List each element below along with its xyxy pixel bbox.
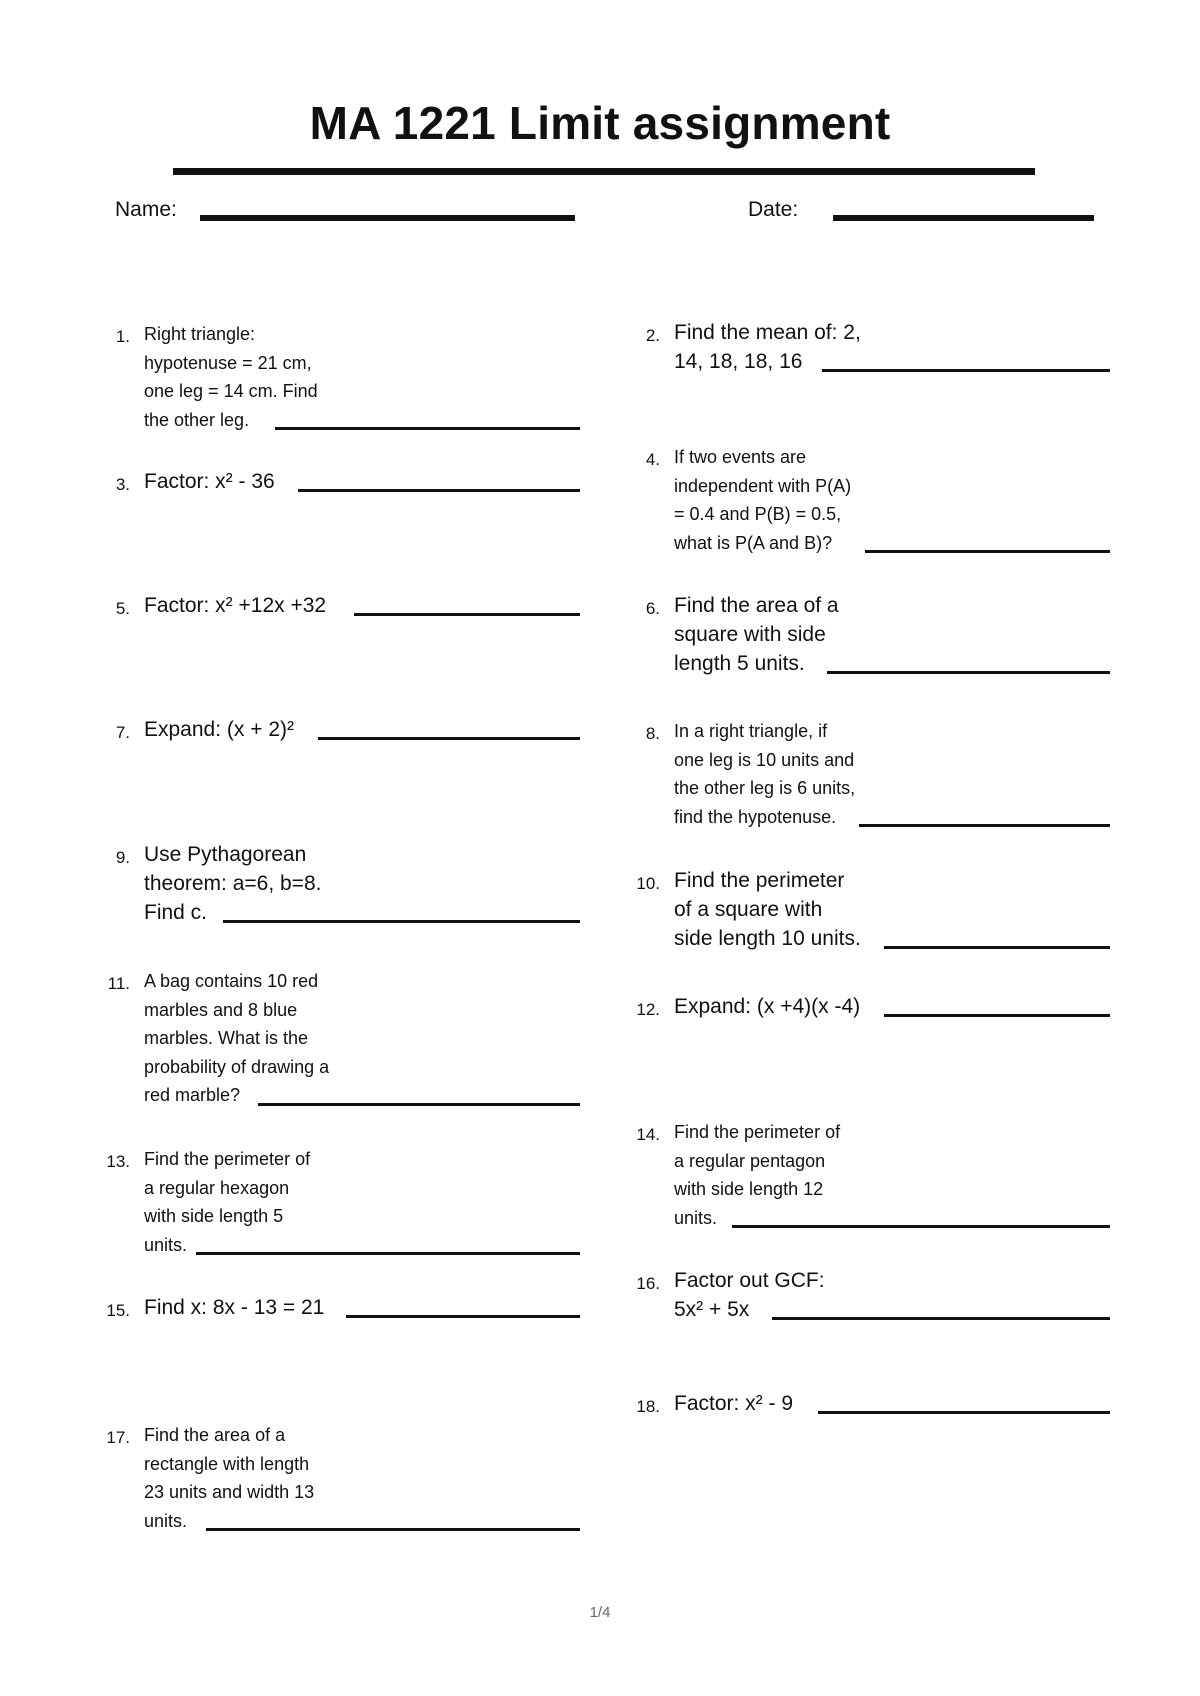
title-rule [173, 168, 1035, 175]
answer-line[interactable] [822, 369, 1110, 372]
answer-line[interactable] [206, 1528, 580, 1531]
question-text: Expand: (x +4)(x -4) [674, 995, 861, 1018]
question-3 [96, 467, 580, 499]
answer-line[interactable] [884, 946, 1110, 949]
question-number: 5. [115, 599, 130, 618]
answer-line[interactable] [223, 920, 580, 923]
question-number: 11. [107, 974, 130, 993]
answer-line[interactable] [818, 1411, 1110, 1414]
question-number: 12. [636, 1000, 660, 1019]
name-field[interactable] [200, 215, 575, 221]
question-text: Find the perimeter of a square with side length 10 units. [674, 869, 861, 950]
question-text: Use Pythagorean theorem: a=6, b=8. Find c. [144, 843, 322, 924]
question-number: 17. [106, 1428, 130, 1447]
question-number: 7. [115, 723, 130, 742]
date-label: Date: [748, 198, 799, 221]
question-text: Find the perimeter of a regular pentagon with side length 12 units. [674, 1122, 841, 1228]
answer-line[interactable] [346, 1315, 580, 1318]
question-text: Find x: 8x - 13 = 21 [144, 1296, 325, 1319]
question-number: 14. [636, 1125, 660, 1144]
question-5 [96, 591, 580, 623]
question-10 [626, 866, 1110, 953]
question-number: 9. [115, 848, 130, 867]
question-number: 15. [106, 1301, 130, 1320]
question-text: Factor: x² +12x +32 [144, 594, 327, 617]
question-text: Factor: x² - 9 [674, 1392, 794, 1415]
answer-line[interactable] [318, 737, 580, 740]
question-13 [96, 1145, 580, 1259]
question-number: 6. [645, 599, 660, 618]
page-number: 1/4 [589, 1604, 611, 1621]
question-6 [626, 591, 1110, 678]
question-number: 3. [115, 475, 130, 494]
question-text: Factor: x² - 36 [144, 470, 275, 493]
question-16 [626, 1266, 1110, 1324]
question-text: A bag contains 10 red marbles and 8 blue marbles. What is the probability of drawing a red marble? [144, 971, 330, 1105]
answer-line[interactable] [859, 824, 1110, 827]
answer-line[interactable] [772, 1317, 1110, 1320]
answer-line[interactable] [884, 1014, 1110, 1017]
question-text: In a right triangle, if one leg is 10 units and the other leg is 6 units, find the hypotenuse. [674, 721, 856, 827]
answer-line[interactable] [827, 671, 1110, 674]
answer-line[interactable] [298, 489, 580, 492]
question-text: Expand: (x + 2)² [144, 718, 294, 741]
question-number: 8. [645, 724, 660, 743]
question-text: If two events are independent with P(A) = 0.4 and P(B) = 0.5, what is P(A and B)? [674, 447, 852, 553]
question-12 [626, 992, 1110, 1024]
question-number: 10. [636, 874, 660, 893]
answer-line[interactable] [865, 550, 1110, 553]
question-text: Find the perimeter of a regular hexagon with side length 5 units. [144, 1149, 311, 1255]
question-number: 13. [106, 1152, 130, 1171]
date-field[interactable] [833, 215, 1094, 221]
answer-line[interactable] [258, 1103, 580, 1106]
question-text: Find the mean of: 2, 14, 18, 18, 16 [674, 321, 861, 373]
question-9 [96, 840, 580, 927]
answer-line[interactable] [732, 1225, 1110, 1228]
answer-line[interactable] [196, 1252, 580, 1255]
page-title: MA 1221 Limit assignment [309, 97, 891, 149]
question-15 [96, 1293, 580, 1325]
question-number: 16. [636, 1274, 660, 1293]
question-8 [626, 717, 1110, 831]
question-number: 2. [645, 326, 660, 345]
question-1 [96, 320, 580, 434]
question-18 [626, 1389, 1110, 1421]
question-17 [96, 1421, 580, 1535]
question-7 [96, 715, 580, 747]
name-label: Name: [115, 198, 177, 221]
answer-line[interactable] [275, 427, 580, 430]
question-number: 4. [645, 450, 660, 469]
question-text: Right triangle: hypotenuse = 21 cm, one leg = 14 cm. Find the other leg. [144, 324, 318, 430]
question-4 [626, 443, 1110, 557]
answer-line[interactable] [354, 613, 580, 616]
question-2 [626, 318, 1110, 376]
question-text: Find the area of a rectangle with length 23 units and width 13 units. [144, 1425, 315, 1531]
question-number: 18. [636, 1397, 660, 1416]
question-number: 1. [115, 327, 130, 346]
question-text: Find the area of a square with side length 5 units. [674, 594, 839, 675]
question-text: Factor out GCF: 5x² + 5x [674, 1269, 825, 1321]
question-11 [96, 967, 580, 1110]
question-14 [626, 1118, 1110, 1232]
